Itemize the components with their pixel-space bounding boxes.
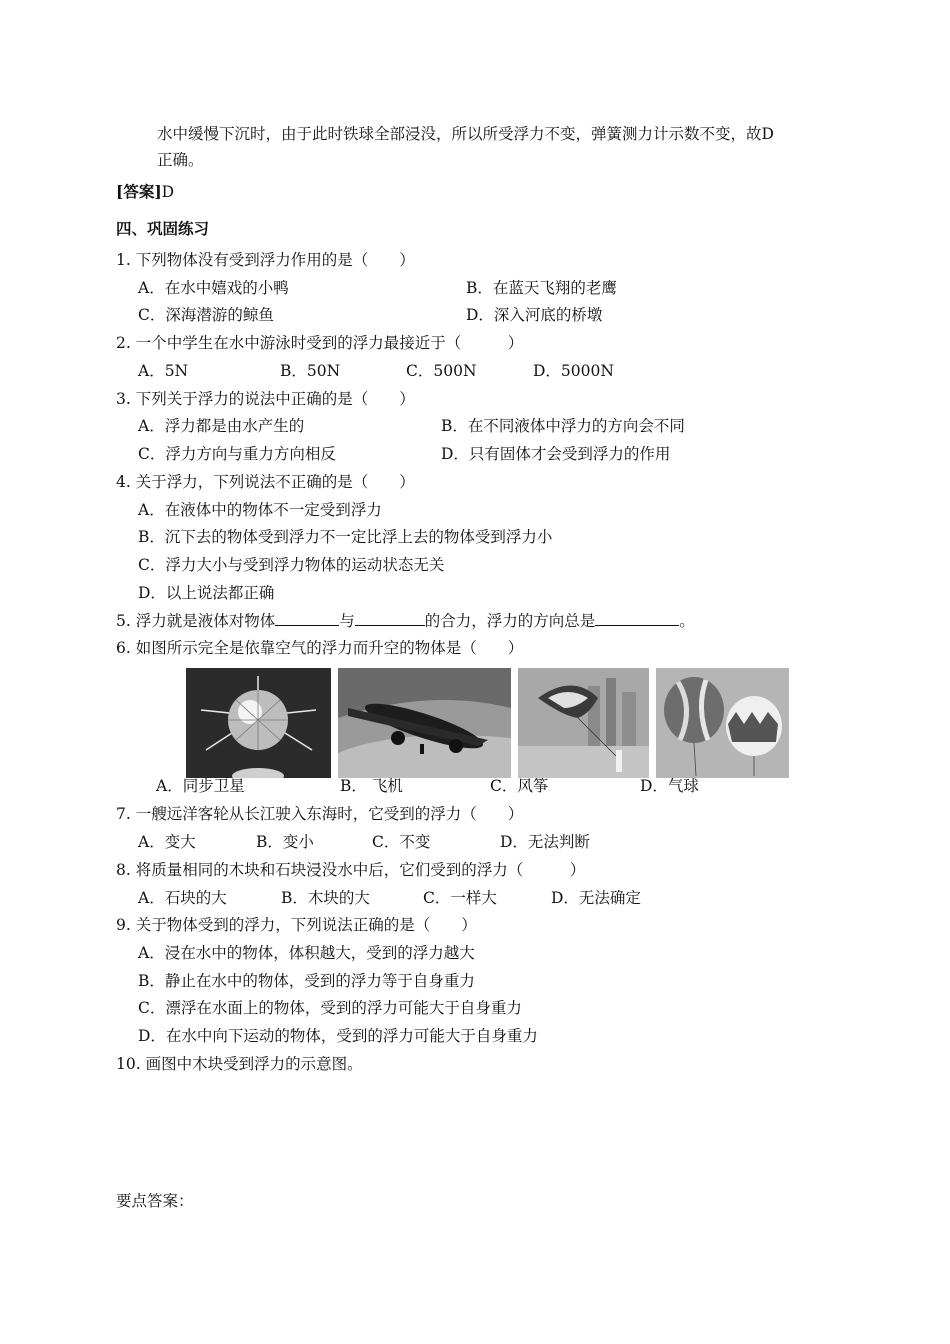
question-4-option-d: D．以上说法都正确 (138, 584, 275, 602)
question-4-stem: 4. 关于浮力，下列说法不正确的是（ ） (116, 473, 415, 491)
question-2-option-a: A．5N (138, 362, 189, 380)
question-9-option-d: D．在水中向下运动的物体，受到的浮力可能大于自身重力 (138, 1027, 538, 1045)
satellite-image (186, 668, 331, 778)
question-4-option-a: A．在液体中的物体不一定受到浮力 (138, 501, 382, 519)
question-7-option-a: A．变大 (138, 833, 196, 851)
question-7-option-c: C．不变 (372, 833, 431, 851)
airplane-image (338, 668, 511, 778)
question-5-part-2: 与 (339, 612, 355, 630)
answer-line (116, 181, 174, 203)
question-6-option-b: B． 飞机 (340, 777, 403, 795)
intro-line-1: 水中缓慢下沉时，由于此时铁球全部浸没，所以所受浮力不变，弹簧测力计示数不变，故D (157, 125, 774, 143)
question-10-stem: 10. 画图中木块受到浮力的示意图。 (116, 1055, 363, 1073)
question-3-stem: 3. 下列关于浮力的说法中正确的是（ ） (116, 390, 415, 408)
question-1-option-c: C．深海潜游的鲸鱼 (138, 306, 274, 324)
question-6-stem: 6. 如图所示完全是依靠空气的浮力而升空的物体是（ ） (116, 639, 524, 657)
question-9-option-a: A．浸在水中的物体，体积越大，受到的浮力越大 (138, 944, 475, 962)
answer-blank-1[interactable] (275, 611, 339, 626)
answer-value: D (161, 183, 175, 201)
question-2-option-b: B．50N (280, 362, 341, 380)
question-7-option-b: B．变小 (256, 833, 314, 851)
question-2-option-d: D．5000N (533, 362, 614, 380)
intro-line-2: 正确。 (157, 151, 204, 169)
question-5-part-4: 。 (679, 612, 695, 630)
key-answers-heading: 要点答案： (116, 1192, 194, 1210)
question-8-option-d: D．无法确定 (551, 889, 641, 907)
question-5-part-3: 的合力，浮力的方向总是 (424, 612, 596, 630)
question-5 (116, 610, 695, 632)
question-1-option-a: A．在水中嬉戏的小鸭 (138, 279, 289, 297)
question-7-option-d: D．无法判断 (500, 833, 590, 851)
question-7-stem: 7. 一艘远洋客轮从长江驶入东海时，它受到的浮力（ ） (116, 805, 524, 823)
question-1-option-b: B．在蓝天飞翔的老鹰 (466, 279, 617, 297)
question-6-option-d: D．气球 (640, 777, 699, 795)
answer-blank-2[interactable] (355, 611, 425, 626)
balloon-image (656, 668, 789, 778)
question-4-option-c: C．浮力大小与受到浮力物体的运动状态无关 (138, 556, 445, 574)
question-3-option-d: D．只有固体才会受到浮力的作用 (441, 445, 671, 463)
question-1-option-d: D．深入河底的桥墩 (466, 306, 603, 324)
question-6-option-a: A．同步卫星 (156, 777, 245, 795)
question-9-option-c: C．漂浮在水面上的物体，受到的浮力可能大于自身重力 (138, 999, 522, 1017)
question-9-stem: 9. 关于物体受到的浮力，下列说法正确的是（ ） (116, 916, 477, 934)
question-2-option-c: C．500N (406, 362, 477, 380)
question-3-option-c: C．浮力方向与重力方向相反 (138, 445, 336, 463)
question-3-option-a: A．浮力都是由水产生的 (138, 417, 305, 435)
question-5-part-1: 5. 浮力就是液体对物体 (116, 612, 276, 630)
question-6-option-c: C．风筝 (490, 777, 549, 795)
answer-blank-3[interactable] (595, 611, 679, 626)
question-8-option-a: A．石块的大 (138, 889, 227, 907)
kite-image (518, 668, 649, 778)
section-title: 四、巩固练习 (116, 219, 210, 238)
question-4-option-b: B．沉下去的物体受到浮力不一定比浮上去的物体受到浮力小 (138, 528, 553, 546)
question-8-option-b: B．木块的大 (281, 889, 370, 907)
question-8-option-c: C．一样大 (423, 889, 497, 907)
answer-label: [答案] (116, 182, 162, 201)
question-3-option-b: B．在不同液体中浮力的方向会不同 (441, 417, 685, 435)
question-8-stem: 8. 将质量相同的木块和石块浸没水中后，它们受到的浮力（ ） (116, 861, 586, 879)
question-9-option-b: B．静止在水中的物体，受到的浮力等于自身重力 (138, 972, 475, 990)
question-1-stem: 1. 下列物体没有受到浮力作用的是（ ） (116, 251, 415, 269)
question-2-stem: 2. 一个中学生在水中游泳时受到的浮力最接近于（ ） (116, 334, 524, 352)
